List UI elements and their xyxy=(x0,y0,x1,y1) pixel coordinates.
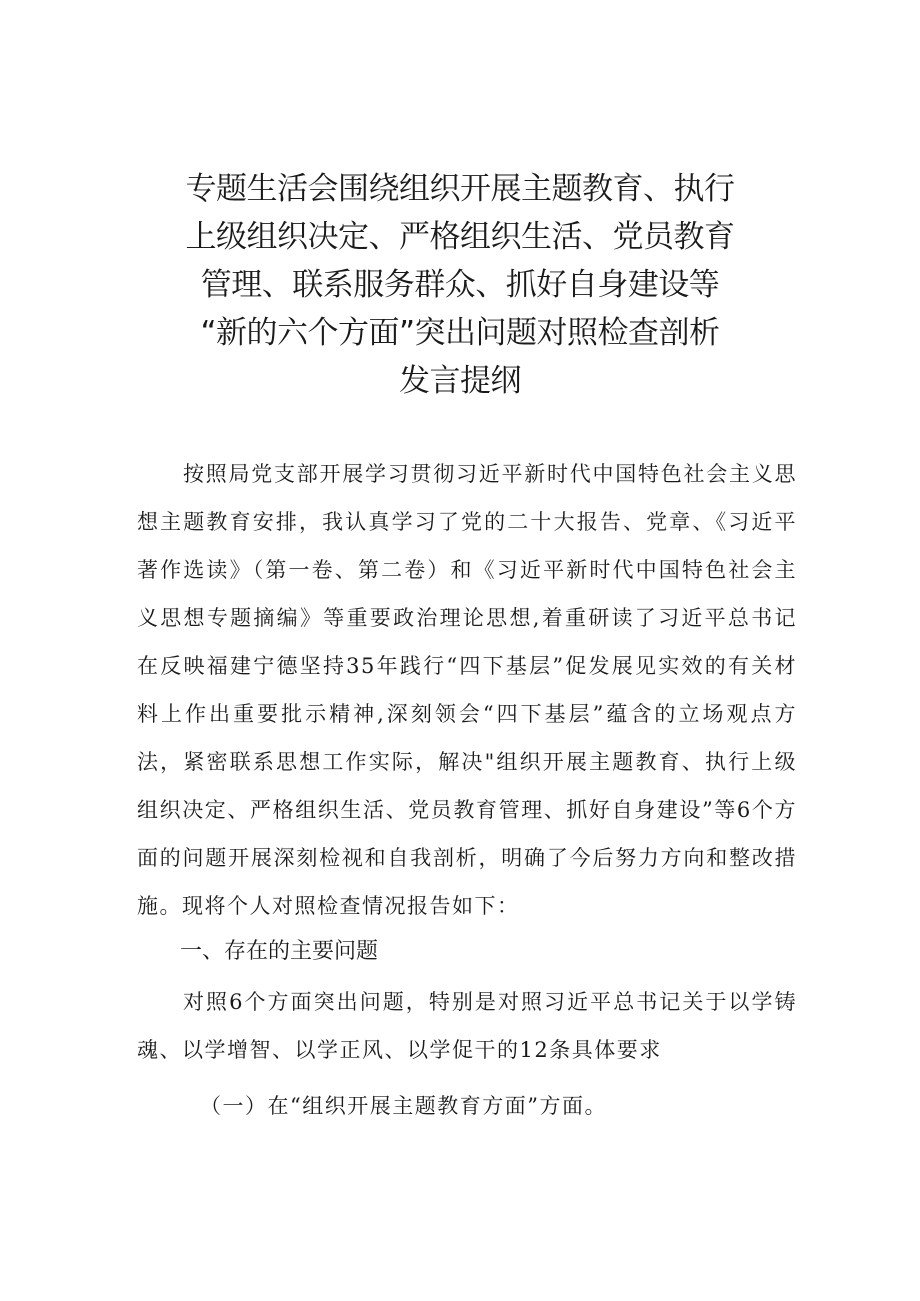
title-line: 上级组织决定、严格组织生活、党员教育 xyxy=(185,219,735,255)
title-line: “新的六个方面”突出问题对照检查剖析 xyxy=(200,315,720,351)
intro-paragraph: 按照局党支部开展学习贯彻习近平新时代中国特色社会主义思想主题教育安排，我认真学习了党的二十大报告、党章、《习近平著作选读》（第一卷、第二卷）和《习近平新时代中国特色社会主义思想专题摘编》等重要政治理论思想,着重研读了习近平总书记在反映福建宁德坚持35年践行“四下基层”促发展见实效的有关材料上作出重要批示精神,深刻领会“四下基层”蕴含的立场观点方法，紧密联系思想工作实际，解决"组织开展主题教育、执行上级组织决定、严格组织生活、党员教育管理、抓好自身建设”等6个方面的问题开展深刻检视和自我剖析，明确了今后努力方向和整改措施。现将个人对照检查情况报告如下： xyxy=(137,462,797,918)
title-line: 发言提纲 xyxy=(399,363,521,399)
subsection-heading: （一）在“组织开展主题教育方面”方面。 xyxy=(200,1094,607,1118)
title-line: 专题生活会围绕组织开展主题教育、执行 xyxy=(185,171,735,207)
section-paragraph: 对照6个方面突出问题，特别是对照习近平总书记关于以学铸魂、以学增智、以学正风、以学促干的12条具体要求 xyxy=(137,990,797,1062)
title-line: 管理、联系服务群众、抓好自身建设等 xyxy=(200,267,720,303)
section-heading: 一、存在的主要问题 xyxy=(180,939,379,964)
document-title xyxy=(120,165,800,405)
